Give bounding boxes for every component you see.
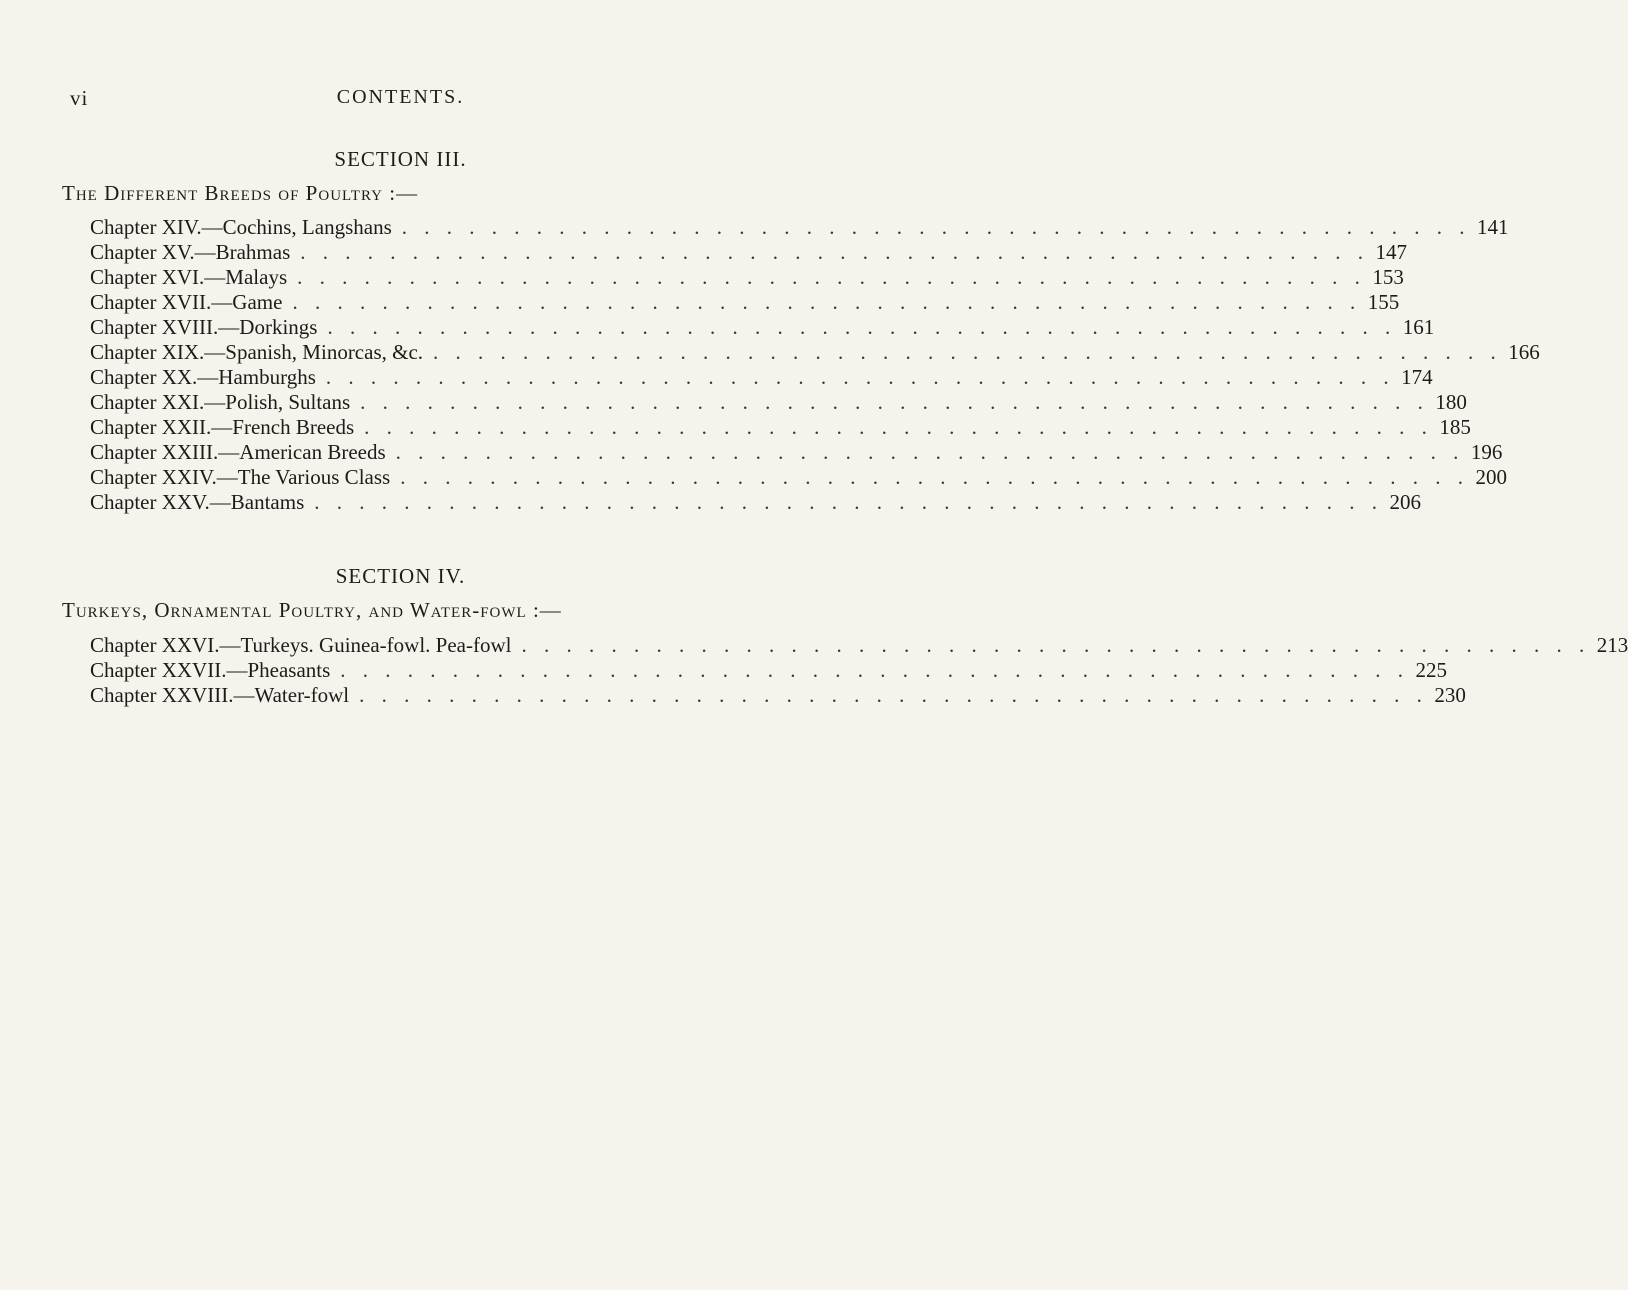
toc-entry-title: Chapter XIX.—Spanish, Minorcas, &c.: [90, 340, 424, 364]
toc-entry: [90, 465, 1507, 489]
toc-entry-title: Chapter XIV.—Cochins, Langshans: [90, 215, 392, 239]
toc-entry: [90, 633, 1628, 657]
section-heading: SECTION IV.: [335, 564, 466, 588]
page-number: vi: [70, 86, 89, 110]
dot-leader: . . . . . . . . . . . . . . . . . . . . . . . . . . . . . . . . . . . . . . . . . . . . . . . .: [314, 490, 1384, 514]
toc-entry-page: 155: [1367, 290, 1400, 314]
toc-entry-page: 230: [1434, 683, 1466, 707]
toc-entry-title: Chapter XXVIII.—Water-fowl: [90, 683, 350, 707]
toc-entry-title: Chapter XXII.—French Breeds: [90, 415, 355, 439]
dot-leader: . . . . . . . . . . . . . . . . . . . . . . . . . . . . . . . . . . . . . . . . . . . . . . . .: [400, 465, 1469, 489]
toc-entry-title: Chapter XVII.—Game: [90, 290, 283, 314]
toc-entry-page: 174: [1401, 365, 1433, 389]
dot-leader: . . . . . . . . . . . . . . . . . . . . . . . . . . . . . . . . . . . . . . . . . . . . . . . .: [364, 415, 1433, 439]
dot-leader: . . . . . . . . . . . . . . . . . . . . . . . . . . . . . . . . . . . . . . . . . . . . . . . .: [360, 390, 1429, 414]
toc-entry-title: Chapter XXVI.—Turkeys. Guinea-fowl. Pea-fowl: [90, 633, 512, 657]
section-subtitle: The Different Breeds of Poultry :—: [62, 181, 419, 205]
toc-entry-title: Chapter XXV.—Bantams: [90, 490, 305, 514]
running-title: CONTENTS.: [336, 86, 465, 108]
toc-entry-page: 147: [1375, 240, 1407, 264]
toc-entry: [90, 415, 1471, 439]
toc-entry-page: 153: [1372, 265, 1404, 289]
toc-entry: [90, 315, 1435, 339]
toc-entry-page: 196: [1470, 440, 1503, 464]
toc-entry-title: Chapter XXIV.—The Various Class: [90, 465, 391, 489]
toc-entry: [90, 265, 1404, 289]
toc-entry-title: Chapter XXIII.—American Breeds: [90, 440, 386, 464]
dot-leader: . . . . . . . . . . . . . . . . . . . . . . . . . . . . . . . . . . . . . . . . . . . . . . . .: [433, 340, 1502, 364]
toc-entry-page: 225: [1415, 658, 1448, 682]
dot-leader: . . . . . . . . . . . . . . . . . . . . . . . . . . . . . . . . . . . . . . . . . . . . . . . .: [325, 365, 1395, 389]
toc-entry-page: 180: [1435, 390, 1467, 414]
section-subtitle: Turkeys, Ornamental Poultry, and Water-fowl :—: [62, 598, 562, 622]
dot-leader: . . . . . . . . . . . . . . . . . . . . . . . . . . . . . . . . . . . . . . . . . . . . . . . .: [521, 633, 1591, 657]
running-head: [0, 86, 801, 116]
dot-leader: . . . . . . . . . . . . . . . . . . . . . . . . . . . . . . . . . . . . . . . . . . . . . . . .: [292, 290, 1362, 314]
toc-entry-page: 185: [1439, 415, 1471, 439]
toc-entry-title: Chapter XVI.—Malays: [90, 265, 288, 289]
dot-leader: . . . . . . . . . . . . . . . . . . . . . . . . . . . . . . . . . . . . . . . . . . . . . . . .: [297, 265, 1366, 289]
toc-entry-title: Chapter XVIII.—Dorkings: [90, 315, 318, 339]
toc-entry: [90, 215, 1509, 239]
dot-leader: . . . . . . . . . . . . . . . . . . . . . . . . . . . . . . . . . . . . . . . . . . . . . . . .: [401, 215, 1471, 239]
toc-entry-title: Chapter XV.—Brahmas: [90, 240, 291, 264]
toc-entry: [90, 290, 1400, 314]
toc-entry-page: 206: [1389, 490, 1422, 514]
dot-leader: . . . . . . . . . . . . . . . . . . . . . . . . . . . . . . . . . . . . . . . . . . . . . . . .: [300, 240, 1369, 264]
dot-leader: . . . . . . . . . . . . . . . . . . . . . . . . . . . . . . . . . . . . . . . . . . . . . . . .: [359, 683, 1428, 707]
dot-leader: . . . . . . . . . . . . . . . . . . . . . . . . . . . . . . . . . . . . . . . . . . . . . . . .: [395, 440, 1465, 464]
toc-entry: [90, 340, 1540, 364]
toc-entry-page: 161: [1402, 315, 1435, 339]
toc-entry: [90, 390, 1467, 414]
toc-entry: [90, 440, 1503, 464]
toc-entry: [90, 365, 1433, 389]
toc-entry-title: Chapter XXVII.—Pheasants: [90, 658, 331, 682]
toc-entry-title: Chapter XX.—Hamburghs: [90, 365, 316, 389]
section-heading: SECTION III.: [334, 147, 467, 171]
dot-leader: . . . . . . . . . . . . . . . . . . . . . . . . . . . . . . . . . . . . . . . . . . . . . . . .: [327, 315, 1397, 339]
toc-entry: [90, 490, 1422, 514]
toc-entry: [90, 683, 1466, 707]
toc-entry-page: 141: [1477, 215, 1509, 239]
toc-entry-page: 200: [1475, 465, 1507, 489]
toc-entry-page: 213: [1596, 633, 1628, 657]
toc-entry: [90, 658, 1448, 682]
toc-entry-page: 166: [1508, 340, 1540, 364]
toc-entry-title: Chapter XXI.—Polish, Sultans: [90, 390, 351, 414]
toc-entry: [90, 240, 1407, 264]
dot-leader: . . . . . . . . . . . . . . . . . . . . . . . . . . . . . . . . . . . . . . . . . . . . . . . .: [340, 658, 1410, 682]
